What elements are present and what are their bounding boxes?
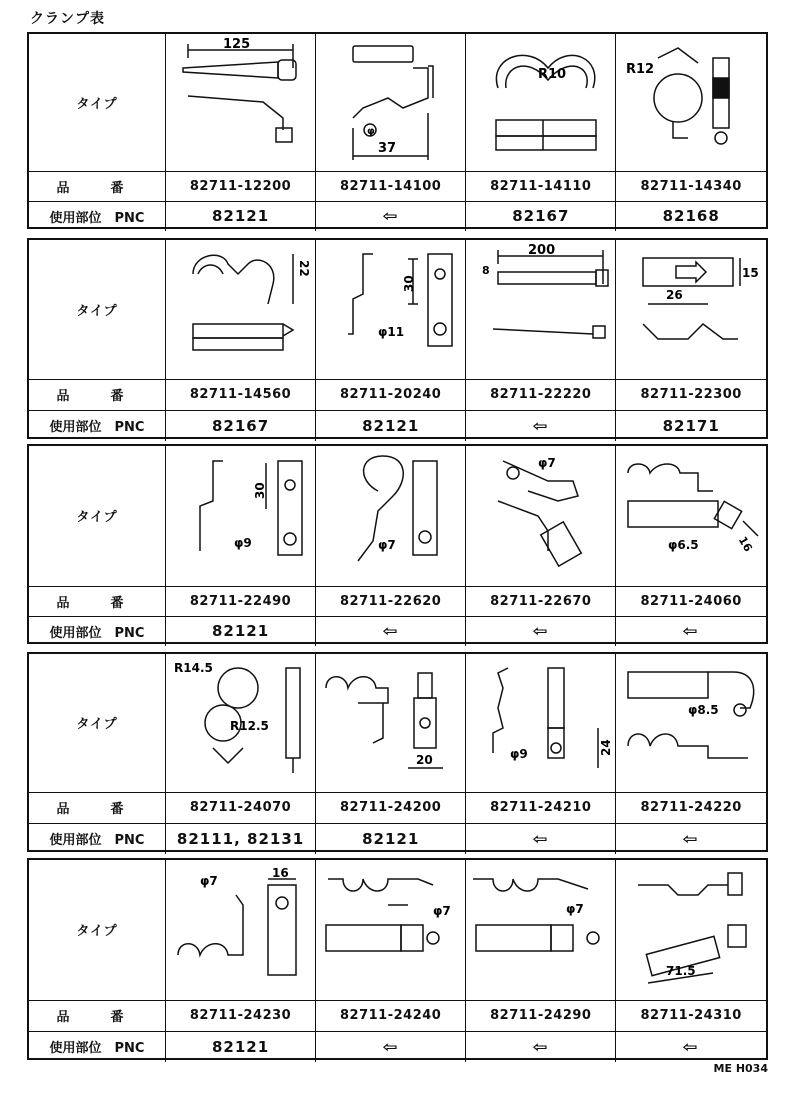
svg-text:φ7: φ7 xyxy=(200,873,218,888)
pnc-cell xyxy=(316,616,466,646)
clamp-diagram-82711-24200 xyxy=(316,654,466,792)
part-number-cell: 82711-22620 xyxy=(316,586,466,616)
svg-text:φ11: φ11 xyxy=(378,325,405,340)
clamp-diagram-82711-24240 xyxy=(316,860,466,1000)
type-label: タイプ xyxy=(29,860,166,1000)
clamp-diagram-82711-12200 xyxy=(166,34,316,171)
svg-text:30: 30 xyxy=(253,482,267,499)
usage-pnc-label: 使用部位 PNC xyxy=(29,1031,166,1062)
same-as-left-arrow-icon: ⇦ xyxy=(382,207,399,226)
same-as-left-arrow-icon: ⇦ xyxy=(382,1037,399,1056)
svg-text:R12: R12 xyxy=(626,62,655,78)
same-as-left-arrow-icon: ⇦ xyxy=(532,829,549,848)
pnc-cell xyxy=(466,823,616,854)
clamp-diagram-82711-20240 xyxy=(316,240,466,379)
svg-text:R12.5: R12.5 xyxy=(230,718,269,733)
pnc-cell xyxy=(466,410,616,441)
type-label: タイプ xyxy=(29,34,166,171)
part-number-cell: 82711-22490 xyxy=(166,586,316,616)
svg-text:24: 24 xyxy=(599,739,614,756)
part-number-cell: 82711-24220 xyxy=(616,792,766,823)
clamp-block-5 xyxy=(27,858,768,1060)
part-number-cell: 82711-24200 xyxy=(316,792,466,823)
part-number-cell: 82711-24230 xyxy=(166,1000,316,1031)
svg-text:φ9: φ9 xyxy=(234,535,252,550)
svg-text:16: 16 xyxy=(736,534,756,554)
part-number-label: 品 番 xyxy=(29,1000,166,1031)
clamp-diagram-82711-24230 xyxy=(166,860,316,1000)
svg-text:20: 20 xyxy=(416,752,433,767)
clamp-diagram-82711-22620 xyxy=(316,446,466,586)
clamp-block-3 xyxy=(27,444,768,644)
svg-text:φ7: φ7 xyxy=(566,901,584,916)
svg-text:φ8.5: φ8.5 xyxy=(688,702,720,717)
svg-text:71.5: 71.5 xyxy=(666,963,696,978)
clamp-diagram-82711-22670 xyxy=(466,446,616,586)
same-as-left-arrow-icon: ⇦ xyxy=(683,1037,700,1056)
svg-text:125: 125 xyxy=(223,38,251,53)
part-number-cell: 82711-14560 xyxy=(166,379,316,410)
part-number-label: 品 番 xyxy=(29,379,166,410)
svg-text:φ7: φ7 xyxy=(433,903,451,918)
clamp-diagram-82711-24220 xyxy=(616,654,766,792)
part-number-cell: 82711-24310 xyxy=(616,1000,766,1031)
pnc-cell: 82121 xyxy=(166,201,316,231)
pnc-cell: 82121 xyxy=(316,823,466,854)
pnc-cell: 82121 xyxy=(166,616,316,646)
clamp-block-2 xyxy=(27,238,768,439)
clamp-block-1 xyxy=(27,32,768,229)
clamp-diagram-82711-14560 xyxy=(166,240,316,379)
pnc-cell xyxy=(466,1031,616,1062)
pnc-cell xyxy=(616,1031,766,1062)
clamp-diagram-82711-24060 xyxy=(616,446,766,586)
type-label: タイプ xyxy=(29,240,166,379)
part-number-cell: 82711-22300 xyxy=(616,379,766,410)
part-number-cell: 82711-14340 xyxy=(616,171,766,201)
part-number-cell: 82711-24210 xyxy=(466,792,616,823)
svg-text:R14.5: R14.5 xyxy=(174,660,213,675)
part-number-cell: 82711-14100 xyxy=(316,171,466,201)
pnc-cell xyxy=(616,616,766,646)
pnc-cell xyxy=(466,616,616,646)
part-number-cell: 82711-24060 xyxy=(616,586,766,616)
same-as-left-arrow-icon: ⇦ xyxy=(683,829,700,848)
pnc-cell: 82171 xyxy=(616,410,766,441)
svg-text:22: 22 xyxy=(297,260,311,277)
same-as-left-arrow-icon: ⇦ xyxy=(532,416,549,435)
svg-text:37: 37 xyxy=(378,141,397,157)
usage-pnc-label: 使用部位 PNC xyxy=(29,410,166,441)
part-number-cell: 82711-22220 xyxy=(466,379,616,410)
same-as-left-arrow-icon: ⇦ xyxy=(683,622,700,641)
same-as-left-arrow-icon: ⇦ xyxy=(382,622,399,641)
part-number-label: 品 番 xyxy=(29,586,166,616)
clamp-diagram-82711-24290 xyxy=(466,860,616,1000)
same-as-left-arrow-icon: ⇦ xyxy=(532,622,549,641)
svg-text:φ6.5: φ6.5 xyxy=(668,537,700,552)
clamp-diagram-82711-24070 xyxy=(166,654,316,792)
pnc-cell: 82121 xyxy=(316,410,466,441)
clamp-diagram-82711-24310 xyxy=(616,860,766,1000)
usage-pnc-label: 使用部位 PNC xyxy=(29,616,166,646)
type-label: タイプ xyxy=(29,446,166,586)
svg-text:φ7: φ7 xyxy=(378,537,396,552)
svg-text:30: 30 xyxy=(402,275,417,293)
pnc-cell: 82111, 82131 xyxy=(166,823,316,854)
svg-text:16: 16 xyxy=(272,865,289,880)
part-number-label: 品 番 xyxy=(29,792,166,823)
usage-pnc-label: 使用部位 PNC xyxy=(29,823,166,854)
pnc-cell: 82167 xyxy=(166,410,316,441)
part-number-cell: 82711-24070 xyxy=(166,792,316,823)
svg-text:φ9: φ9 xyxy=(510,746,528,761)
svg-text:φ: φ xyxy=(367,126,375,138)
document-code: ME H034 xyxy=(713,1062,768,1075)
pnc-cell xyxy=(616,823,766,854)
type-label: タイプ xyxy=(29,654,166,792)
part-number-cell: 82711-20240 xyxy=(316,379,466,410)
page-title: クランプ表 xyxy=(30,11,105,27)
svg-text:200: 200 xyxy=(528,244,556,259)
part-number-cell: 82711-24240 xyxy=(316,1000,466,1031)
clamp-diagram-82711-14110 xyxy=(466,34,616,171)
part-number-label: 品 番 xyxy=(29,171,166,201)
pnc-cell xyxy=(316,1031,466,1062)
clamp-diagram-82711-24210 xyxy=(466,654,616,792)
clamp-block-4 xyxy=(27,652,768,852)
usage-pnc-label: 使用部位 PNC xyxy=(29,201,166,231)
clamp-diagram-82711-14340 xyxy=(616,34,766,171)
clamp-diagram-82711-22300 xyxy=(616,240,766,379)
clamp-diagram-82711-22490 xyxy=(166,446,316,586)
svg-text:26: 26 xyxy=(666,288,684,303)
same-as-left-arrow-icon: ⇦ xyxy=(532,1037,549,1056)
part-number-cell: 82711-22670 xyxy=(466,586,616,616)
pnc-cell xyxy=(316,201,466,231)
svg-text:φ7: φ7 xyxy=(538,455,556,470)
svg-text:15: 15 xyxy=(742,266,760,281)
svg-text:8: 8 xyxy=(482,264,490,278)
clamp-diagram-82711-14100 xyxy=(316,34,466,171)
clamp-diagram-82711-22220 xyxy=(466,240,616,379)
pnc-cell: 82168 xyxy=(616,201,766,231)
pnc-cell: 82167 xyxy=(466,201,616,231)
pnc-cell: 82121 xyxy=(166,1031,316,1062)
svg-text:R10: R10 xyxy=(538,67,567,83)
part-number-cell: 82711-24290 xyxy=(466,1000,616,1031)
part-number-cell: 82711-14110 xyxy=(466,171,616,201)
part-number-cell: 82711-12200 xyxy=(166,171,316,201)
